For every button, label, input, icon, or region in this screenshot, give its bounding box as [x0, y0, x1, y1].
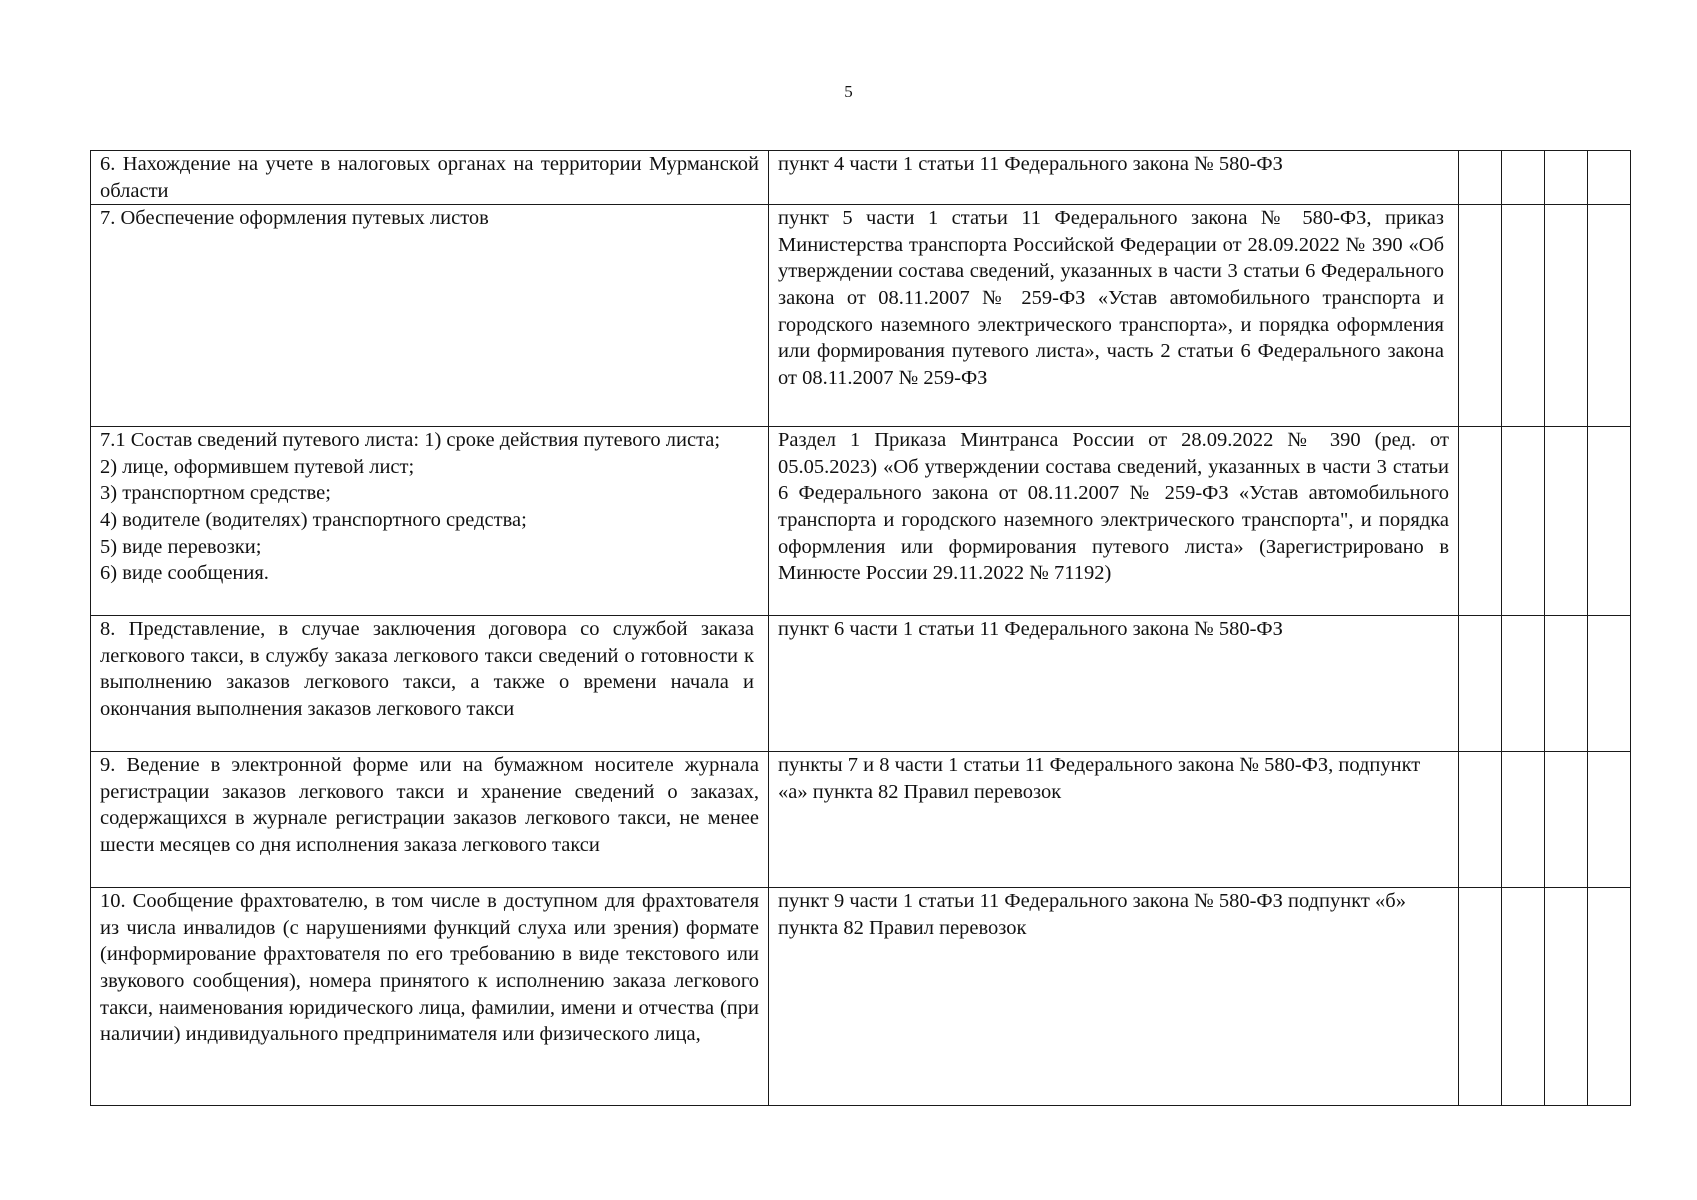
requirement-cell: 6. Нахождение на учете в налоговых органах на территории Мурманской области [91, 151, 769, 205]
check-cell [1502, 205, 1545, 427]
check-cell [1502, 151, 1545, 205]
check-cell [1588, 616, 1631, 752]
requirement-cell: 8. Представление, в случае заключения договора со службой заказа легкового такси, в службу заказа легкового такси сведений о готовности к выполнению заказов легкового такси, а также о времени начала и окончания выполнения заказов легкового такси [91, 616, 769, 752]
check-cell [1545, 205, 1588, 427]
check-cell [1588, 752, 1631, 888]
check-cell [1459, 151, 1502, 205]
requirement-cell: 7. Обеспечение оформления путевых листов [91, 205, 769, 427]
page-number: 5 [844, 82, 853, 101]
table-row [91, 205, 1631, 427]
legal-basis-cell: пункт 9 части 1 статьи 11 Федерального закона № 580-ФЗ подпункт «б» пункта 82 Правил перевозок [769, 888, 1459, 1106]
requirement-cell: 10. Сообщение фрахтователю, в том числе в доступном для фрахтователя из числа инвалидов (с нарушениями функций слуха или зрения) формате (информирование фрахтователя по его требованию в виде текстового или звукового сообщения), номера принятого к исполнению заказа легкового такси, наименования юридического лица, фамилии, имени и отчества (при наличии) индивидуального предпринимателя или физического лица, [91, 888, 769, 1106]
requirement-item: 2) лице, оформившем путевой лист; [100, 455, 415, 478]
check-cell [1459, 616, 1502, 752]
table-row [91, 752, 1631, 888]
requirement-item: 4) водителе (водителях) транспортного средства; [100, 508, 527, 531]
check-cell [1588, 151, 1631, 205]
check-cell [1545, 752, 1588, 888]
table-row [91, 151, 1631, 205]
check-cell [1502, 427, 1545, 616]
legal-basis-cell: пункт 4 части 1 статьи 11 Федерального закона № 580-ФЗ [769, 151, 1459, 205]
check-cell [1459, 205, 1502, 427]
requirement-item: 3) транспортном средстве; [100, 482, 331, 505]
check-cell [1588, 888, 1631, 1106]
check-cell [1502, 616, 1545, 752]
requirement-item: 5) виде перевозки; [100, 535, 262, 558]
check-cell [1545, 427, 1588, 616]
check-cell [1502, 888, 1545, 1106]
check-cell [1545, 151, 1588, 205]
requirements-table [90, 150, 1631, 1106]
check-cell [1502, 752, 1545, 888]
check-cell [1545, 616, 1588, 752]
check-cell [1459, 752, 1502, 888]
check-cell [1459, 427, 1502, 616]
check-cell [1588, 205, 1631, 427]
table-row [91, 427, 1631, 616]
requirement-cell [91, 427, 769, 616]
table-row [91, 888, 1631, 1106]
requirement-intro: 7.1 Состав сведений путевого листа: 1) сроке действия путевого листа; [100, 429, 721, 452]
check-cell [1588, 427, 1631, 616]
requirement-item: 6) виде сообщения. [100, 562, 269, 585]
requirement-cell: 9. Ведение в электронной форме или на бумажном носителе журнала регистрации заказов легкового такси и хранение сведений о заказах, содержащихся в журнале регистрации заказов легкового такси, не менее шести месяцев со дня исполнения заказа легкового такси [91, 752, 769, 888]
table-row [91, 616, 1631, 752]
check-cell [1459, 888, 1502, 1106]
legal-basis-cell: пункт 6 части 1 статьи 11 Федерального закона № 580-ФЗ [769, 616, 1459, 752]
check-cell [1545, 888, 1588, 1106]
legal-basis-cell: пункт 5 части 1 статьи 11 Федерального закона № 580-ФЗ, приказ Министерства транспорта Российской Федерации от 28.09.2022 № 390 «Об утверждении состава сведений, указанных в части 3 статьи 6 Федерального закона от 08.11.2007 № 259-ФЗ «Устав автомобильного транспорта и городского наземного электрического транспорта», и порядка оформления или формирования путевого листа», часть 2 статьи 6 Федерального закона от 08.11.2007 № 259-ФЗ [769, 205, 1459, 427]
legal-basis-cell: Раздел 1 Приказа Минтранса России от 28.09.2022 № 390 (ред. от 05.05.2023) «Об утверждении состава сведений, указанных в части 3 статьи 6 Федерального закона от 08.11.2007 № 259-ФЗ «Устав автомобильного транспорта и городского наземного электрического транспорта", и порядка оформления или формирования путевого листа» (Зарегистрировано в Минюсте России 29.11.2022 № 71192) [769, 427, 1459, 616]
legal-basis-cell: пункты 7 и 8 части 1 статьи 11 Федерального закона № 580-ФЗ, подпункт «а» пункта 82 Правил перевозок [769, 752, 1459, 888]
